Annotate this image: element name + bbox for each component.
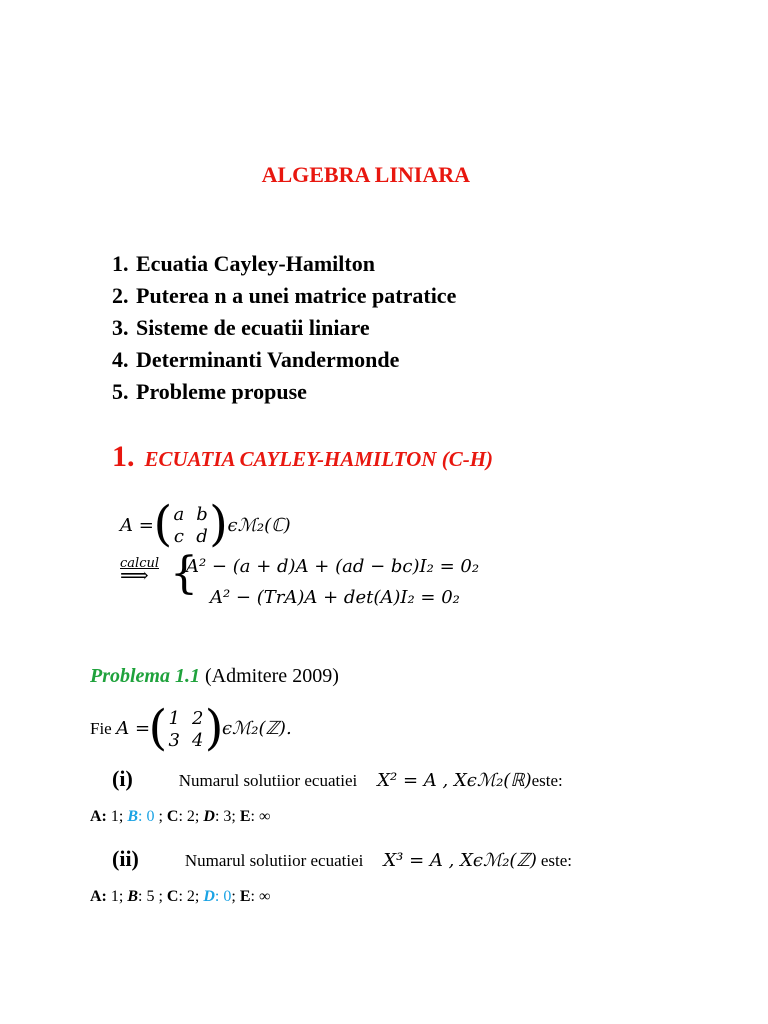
brace-icon: { — [170, 548, 198, 599]
answers-i: A: 1; B: 0 ; C: 2; D: 3; E: ∞ — [90, 808, 271, 825]
problem-heading: Problema 1.1 (Admitere 2009) — [90, 665, 339, 687]
ch-equation-1: A² − (a + d)A + (ad − bc)I₂ = 0₂ — [186, 556, 480, 577]
calcul-arrow: calcul ⟹ — [120, 556, 159, 587]
ch-equation-2: A² − (TrA)A + det(A)I₂ = 0₂ — [210, 587, 460, 608]
table-of-contents — [112, 248, 456, 408]
part-ii: (ii) Numarul solutiior ecuatiei X³ = A , Xϵℳ₂(ℤ) este: — [112, 846, 573, 871]
toc-item: 5. Probleme propuse — [112, 379, 307, 404]
toc-item: 4. Determinanti Vandermonde — [112, 347, 400, 372]
matrix-1234: ( 1 2 3 4 ) — [148, 700, 224, 756]
implies-arrow-icon: ⟹ — [120, 565, 149, 587]
toc-item: 3. Sisteme de ecuatii liniare — [112, 315, 370, 340]
section-heading: 1. ECUATIA CAYLEY-HAMILTON (C-H) — [112, 440, 494, 473]
matrix-definition: A = ( a b c d ) ϵℳ₂(ℂ) — [120, 496, 291, 552]
toc-item: 1. Ecuatia Cayley-Hamilton — [112, 251, 375, 276]
toc-item: 2. Puterea n a unei matrice patratice — [112, 283, 457, 308]
document-title: ALGEBRA LINIARA — [261, 162, 470, 187]
answers-ii: A: 1; B: 5 ; C: 2; D: 0; E: ∞ — [90, 888, 271, 905]
matrix-abcd: ( a b c d ) — [153, 496, 228, 552]
problem-matrix: Fie A = ( 1 2 3 4 ) ϵℳ₂(ℤ). — [90, 700, 292, 756]
part-i: (i) Numarul solutiior ecuatiei X² = A , Xϵℳ₂(ℝ)este: — [112, 766, 563, 791]
